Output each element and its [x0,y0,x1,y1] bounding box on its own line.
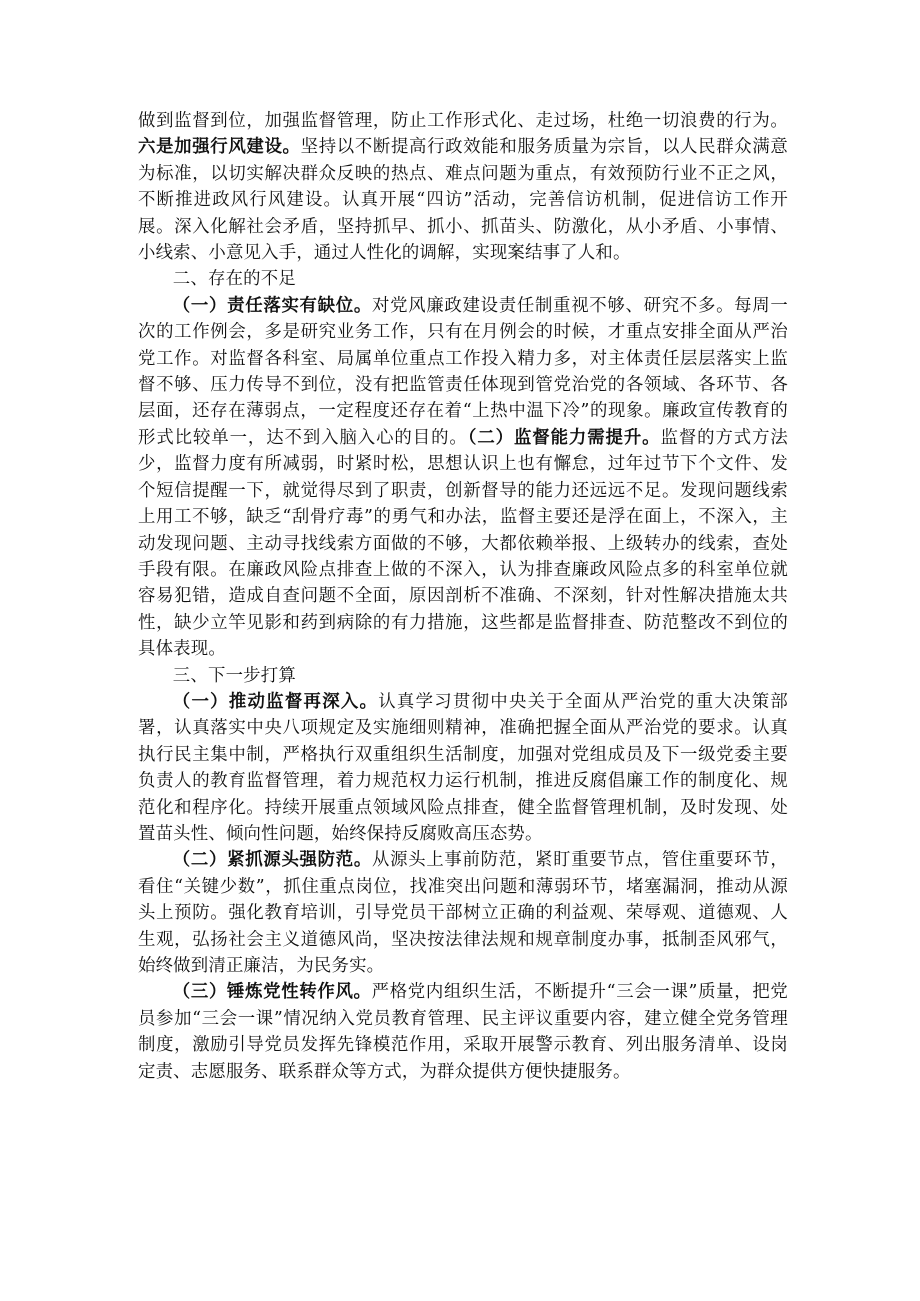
bold-lead: （一）责任落实有缺位。 [172,295,372,316]
bold-lead: （二）监督能力需提升。 [467,427,661,448]
section-heading: 三、下一步打算 [172,665,296,686]
bold-lead: （一）推动监督再深入。 [172,691,379,712]
paragraph [138,847,788,979]
paragraph-text: 监督的方式方法少，监督力度有所减弱，时紧时松，思想认识上也有懈怠，过年过节下个文件、发个短信提醒一下，就觉得尽到了职责，创新督导的能力还远远不足。发现问题线索上用工不够，缺乏“刮骨疗毒”的勇气和办法，监督主要还是浮在面上，不深入，主动发现问题、主动寻找线索方面做的不够，大都依赖举报、上级转办的线索，查处手段有限。在廉政风险点排查上做的不深入，认为排查廉政风险点多的科室单位就容易犯错，造成自查问题不全面，原因剖析不准确、不深刻，针对性解决措施太共性，缺少立竿见影和药到病除的有力措施，这些都是监督排查、防范整改不到位的具体表现。 [138,427,788,660]
paragraph [138,689,788,847]
section-heading: 二、存在的不足 [172,269,296,290]
paragraph-text: 从源头上事前防范，紧盯重要节点，管住重要环节，看住“关键少数”，抓住重点岗位，找准突出问题和薄弱环节，堵塞漏洞，推动从源头上预防。强化教育培训，引导党员干部树立正确的利益观、荣辱观、道德观、人生观，弘扬社会主义道德风尚，坚决按法律法规和规章制度办事，抵制歪风邪气，始终做到清正廉洁，为民务实。 [138,850,788,976]
paragraph [138,979,788,1085]
paragraph-text: 严格党内组织生活，不断提升“三会一课”质量，把党员参加“三会一课”情况纳入党员教育管理、民主评议重要内容，建立健全党务管理制度，激励引导党员发挥先锋模范作用，采取开展警示教育、列出服务清单、设岗定责、志愿服务、联系群众等方式，为群众提供方便快捷服务。 [138,982,788,1082]
paragraph-continuation [138,108,788,266]
paragraph-text: 对党风廉政建设责任制重视不够、研究不多。每周一次的工作例会，多是研究业务工作，只有在月例会的时候，才重点安排全面从严治党工作。对监督各科室、局属单位重点工作投入精力多，对主体责任层层落实上监督不够、压力传导不到位，没有把监管责任体现到管党治党的各领域、各环节、各层面，还存在薄弱点，一定程度还存在着“上热中温下冷”的现象。廉政宣传教育的形式比较单一，达不到入脑入心的目的。 [138,295,788,448]
bold-lead: （三）锤炼党性转作风。 [172,982,372,1003]
paragraph-text: 坚持以不断提高行政效能和服务质量为宗旨，以人民群众满意为标准，以切实解决群众反映的热点、难点问题为重点，有效预防行业不正之风，不断推进政风行风建设。认真开展“四访”活动，完善信访机制，促进信访工作开展。深入化解社会矛盾，坚持抓早、抓小、抓苗头、防激化，从小矛盾、小事情、小线索、小意见入手，通过人性化的调解，实现案结事了人和。 [138,137,788,264]
document-page [138,108,788,1085]
paragraph-text: 做到监督到位，加强监督管理，防止工作形式化、走过场，杜绝一切浪费的行为。 [138,111,788,131]
bold-lead: （二）紧抓源头强防范。 [172,850,372,871]
bold-lead: 六是加强行风建设。 [138,137,301,158]
paragraph-text: 认真学习贯彻中央关于全面从严治党的重大决策部署，认真落实中央八项规定及实施细则精神，准确把握全面从严治党的要求。认真执行民主集中制，严格执行双重组织生活制度，加强对党组成员及下一级党委主要负责人的教育监督管理，着力规范权力运行机制，推进反腐倡廉工作的制度化、规范化和程序化。持续开展重点领域风险点排查，健全监督管理机制，及时发现、处置苗头性、倾向性问题，始终保持反腐败高压态势。 [138,691,789,844]
paragraph [138,293,788,663]
